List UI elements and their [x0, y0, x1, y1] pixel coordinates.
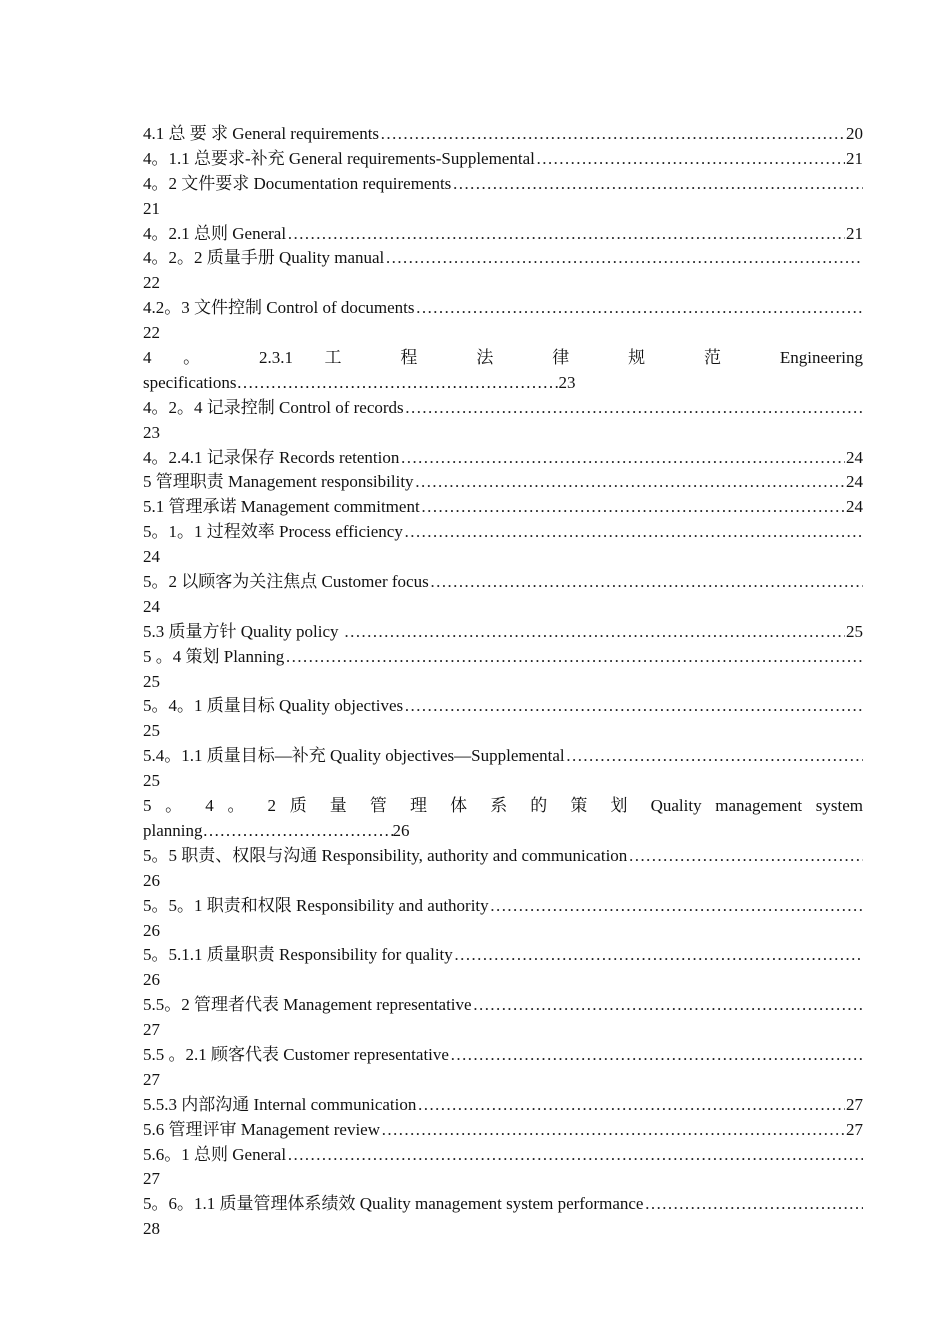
- toc-page-number: 26: [143, 920, 160, 940]
- toc-page-number: 21: [846, 148, 863, 168]
- toc-entry-label: 5.6。1 总则 General: [143, 1144, 287, 1164]
- toc-entry-label: 5.5。2 管理者代表 Management representative: [143, 995, 472, 1015]
- toc-entry-label: 5。1。1 过程效率 Process efficiency: [143, 522, 403, 542]
- dot-leader: [628, 844, 863, 869]
- toc-entry-label: 5.5.3 内部沟通 Internal communication: [143, 1094, 417, 1114]
- toc-entry-label: 5。5。1 职责和权限 Responsibility and authority: [143, 895, 489, 915]
- toc-entry-label: 4。2.1 总则 General: [143, 223, 287, 243]
- dot-leader: [421, 495, 845, 520]
- dot-leader: [287, 1143, 863, 1168]
- toc-entry-label: 5。6。1.1 质量管理体系绩效 Quality management system performance: [143, 1194, 644, 1214]
- toc-entry-label: 5.5 。2.1 顾客代表 Customer representative: [143, 1044, 449, 1064]
- toc-page-number: 28: [143, 1219, 160, 1239]
- toc-entry-label: 4。2。2 质量手册 Quality manual: [143, 248, 385, 268]
- dot-leader: [415, 470, 845, 495]
- toc-page-number: 22: [143, 273, 160, 293]
- toc-page-number: 21: [143, 198, 160, 218]
- dot-leader: [417, 1093, 845, 1118]
- toc-entry-label: 5。2 以顾客为关注焦点 Customer focus: [143, 572, 429, 592]
- toc-page-number: 26: [392, 820, 410, 840]
- toc-entry[interactable]: [143, 520, 863, 570]
- dot-leader: [381, 1118, 845, 1143]
- toc-entry-label: 4。1.1 总要求-补充 General requirements-Supplemental: [143, 148, 535, 168]
- dot-leader: [430, 570, 863, 595]
- toc-entry-label: 5 。4 策划 Planning: [143, 646, 285, 666]
- toc-entry[interactable]: [143, 620, 863, 645]
- dot-leader: [236, 371, 558, 396]
- toc-entry-label: 4.2。3 文件控制 Control of documents: [143, 298, 415, 318]
- toc-entry[interactable]: [143, 495, 863, 520]
- toc-entry-label: 4。2。4 记录控制 Control of records: [143, 397, 404, 417]
- toc-entry-label: 5。5.1.1 质量职责 Responsibility for quality: [143, 945, 453, 965]
- dot-leader: [536, 147, 845, 172]
- toc-entry[interactable]: [143, 993, 863, 1043]
- toc-entry-label-continued: specifications: [143, 372, 237, 392]
- toc-entry[interactable]: [143, 1093, 863, 1118]
- toc-page-number: 23: [143, 422, 160, 442]
- toc-entry[interactable]: [143, 446, 863, 471]
- dot-leader: [400, 446, 845, 471]
- toc-page-number: 25: [143, 721, 160, 741]
- toc-entry-label: 5.3 质量方针 Quality policy: [143, 621, 343, 641]
- dot-leader: [203, 819, 393, 844]
- dot-leader: [566, 744, 863, 769]
- toc-entry-label: 5.6 管理评审 Management review: [143, 1119, 380, 1139]
- toc-page-number: 24: [143, 596, 160, 616]
- dot-leader: [404, 520, 863, 545]
- toc-entry-label: 5.4。1.1 质量目标—补充 Quality objectives—Supplemental: [143, 746, 565, 766]
- dot-leader: [452, 172, 863, 197]
- toc-entry-label-continued: planning: [143, 820, 203, 840]
- toc-page-number: 25: [143, 671, 160, 691]
- toc-entry[interactable]: [143, 894, 863, 944]
- toc-entry[interactable]: [143, 1192, 863, 1242]
- toc-page-number: 25: [143, 771, 160, 791]
- toc-entry-label: 5.1 管理承诺 Management commitment: [143, 497, 420, 517]
- toc-entry[interactable]: [143, 396, 863, 446]
- toc-entry[interactable]: [143, 744, 863, 794]
- toc-entry[interactable]: [143, 147, 863, 172]
- toc-entry-label: 5 。 4 。 2 质 量 管 理 体 系 的 策 划 Quality management system: [143, 796, 863, 816]
- dot-leader: [380, 122, 845, 147]
- toc-page-number: 25: [846, 621, 863, 641]
- toc-page-number: 24: [846, 472, 863, 492]
- toc-entry-label: 5。5 职责、权限与沟通 Responsibility, authority and communication: [143, 845, 628, 865]
- dot-leader: [385, 246, 863, 271]
- toc-entry[interactable]: [143, 172, 863, 222]
- dot-leader: [490, 894, 863, 919]
- dot-leader: [454, 943, 863, 968]
- dot-leader: [416, 296, 863, 321]
- toc-page: [143, 122, 863, 1242]
- toc-entry-label: 4。2.4.1 记录保存 Records retention: [143, 447, 400, 467]
- toc-page-number: 27: [846, 1119, 863, 1139]
- toc-entry[interactable]: [143, 246, 863, 296]
- toc-page-number: 27: [143, 1169, 160, 1189]
- dot-leader: [287, 222, 845, 247]
- toc-entry-label: 4 。 2.3.1 工 程 法 律 规 范 Engineering: [143, 348, 863, 368]
- dot-leader: [644, 1192, 863, 1217]
- dot-leader: [450, 1043, 863, 1068]
- toc-entry-label: 5。4。1 质量目标 Quality objectives: [143, 696, 404, 716]
- toc-entry[interactable]: [143, 1118, 863, 1143]
- toc-entry[interactable]: [143, 1043, 863, 1093]
- toc-entry-label: 4。2 文件要求 Documentation requirements: [143, 173, 452, 193]
- toc-page-number: 24: [846, 447, 863, 467]
- toc-entry[interactable]: [143, 296, 863, 346]
- toc-entry-label: 5 管理职责 Management responsibility: [143, 472, 414, 492]
- toc-entry[interactable]: [143, 346, 863, 396]
- toc-entry[interactable]: [143, 794, 863, 844]
- toc-entry-label: 4.1 总 要 求 General requirements: [143, 124, 380, 143]
- toc-page-number: 21: [846, 223, 863, 243]
- toc-page-number: 23: [558, 372, 576, 392]
- toc-page-number: 27: [143, 1020, 160, 1040]
- toc-page-number: 20: [846, 124, 863, 143]
- toc-entry[interactable]: [143, 122, 863, 147]
- toc-page-number: 26: [143, 970, 160, 990]
- toc-page-number: 26: [143, 870, 160, 890]
- toc-entry[interactable]: [143, 222, 863, 247]
- toc-entry[interactable]: [143, 943, 863, 993]
- dot-leader: [404, 694, 863, 719]
- dot-leader: [285, 645, 863, 670]
- toc-page-number: 24: [846, 497, 863, 517]
- toc-entry[interactable]: [143, 694, 863, 744]
- toc-entry[interactable]: [143, 1143, 863, 1193]
- toc-page-number: 27: [143, 1069, 160, 1089]
- dot-leader: [405, 396, 863, 421]
- toc-entry[interactable]: [143, 570, 863, 620]
- toc-page-number: 24: [143, 547, 160, 567]
- toc-page-number: 22: [143, 323, 160, 343]
- toc-entry[interactable]: [143, 470, 863, 495]
- toc-page-number: 27: [846, 1094, 863, 1114]
- dot-leader: [344, 620, 845, 645]
- toc-entry[interactable]: [143, 844, 863, 894]
- toc-entry[interactable]: [143, 645, 863, 695]
- dot-leader: [473, 993, 863, 1018]
